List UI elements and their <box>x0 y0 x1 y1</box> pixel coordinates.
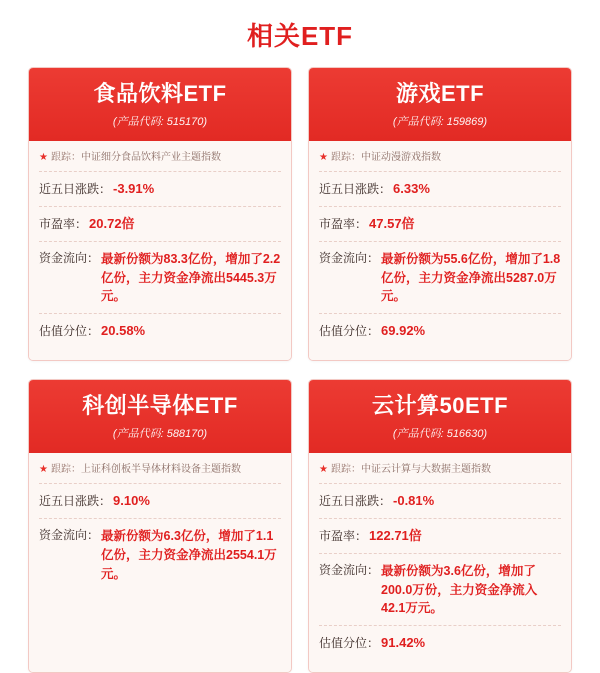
metric-five-day <box>39 172 281 207</box>
track-label: 跟踪： <box>50 464 81 476</box>
etf-product-code: (产品代码: 588170) <box>112 428 208 441</box>
track-label: 跟踪： <box>50 152 81 164</box>
metric-valuation <box>39 314 281 348</box>
etf-card[interactable] <box>28 379 292 673</box>
etf-product-code: (产品代码: 159869) <box>392 116 488 129</box>
track-value: 中证细分食品饮料产业主题指数 <box>80 152 221 164</box>
five-day-value: -0.81% <box>393 493 435 509</box>
valuation-label: 估值分位： <box>39 324 100 339</box>
fund-flow-value: 最新份额为55.6亿份，增加了1.8亿份，主力资金净流出5287.0万元。 <box>381 251 561 304</box>
etf-card-grid <box>0 67 600 673</box>
fund-flow-value: 最新份额为83.3亿份，增加了2.2亿份，主力资金净流出5445.3万元。 <box>101 251 281 304</box>
metric-fund-flow <box>39 519 281 590</box>
valuation-value: 69.92% <box>381 323 426 339</box>
five-day-label: 近五日涨跌： <box>39 494 112 509</box>
pe-value: 122.71倍 <box>369 528 422 543</box>
star-icon: ★ <box>39 464 48 476</box>
etf-card-body <box>29 141 291 360</box>
metric-five-day <box>39 484 281 519</box>
etf-track-row <box>39 463 281 484</box>
star-icon: ★ <box>39 152 48 164</box>
metric-pe <box>39 207 281 242</box>
pe-label: 市盈率： <box>319 217 368 232</box>
etf-card[interactable] <box>308 67 572 361</box>
etf-card-header <box>309 68 571 141</box>
track-value: 中证动漫游戏指数 <box>360 152 441 164</box>
pe-value: 47.57倍 <box>369 216 415 232</box>
metric-fund-flow <box>319 554 561 626</box>
etf-name: 游戏ETF <box>395 81 485 106</box>
metric-valuation <box>319 626 561 660</box>
five-day-value: -3.91% <box>113 181 155 197</box>
fund-flow-label: 资金流向： <box>319 562 380 577</box>
track-value: 上证科创板半导体材料设备主题指数 <box>80 464 241 476</box>
etf-name: 云计算50ETF <box>371 392 509 418</box>
metric-valuation <box>319 314 561 348</box>
five-day-value: 9.10% <box>113 493 150 509</box>
track-label: 跟踪： <box>330 152 361 164</box>
etf-card[interactable] <box>28 67 292 361</box>
track-label: 跟踪： <box>330 464 361 476</box>
page-title: 相关ETF <box>246 21 354 51</box>
etf-card-header <box>309 380 571 453</box>
metric-fund-flow <box>39 242 281 314</box>
etf-card-body <box>309 141 571 360</box>
fund-flow-value: 最新份额为3.6亿份，增加了200.0万份，主力资金净流入42.1万元。 <box>381 563 538 616</box>
etf-card-header <box>29 380 291 453</box>
etf-name: 食品饮料ETF <box>93 81 227 106</box>
star-icon: ★ <box>319 464 328 476</box>
metric-fund-flow <box>319 242 561 314</box>
etf-product-code: (产品代码: 515170) <box>112 116 208 129</box>
etf-track-row <box>319 463 561 484</box>
valuation-label: 估值分位： <box>319 324 380 339</box>
five-day-value: 6.33% <box>393 181 430 197</box>
fund-flow-value: 最新份额为6.3亿份，增加了1.1亿份，主力资金净流出2554.1万元。 <box>101 529 277 581</box>
five-day-label: 近五日涨跌： <box>39 182 112 197</box>
etf-card-header <box>29 68 291 141</box>
metric-pe <box>319 207 561 242</box>
etf-product-code: (产品代码: 516630) <box>392 428 488 441</box>
pe-label: 市盈率： <box>39 217 88 232</box>
star-icon: ★ <box>319 152 328 164</box>
metric-five-day <box>319 484 561 519</box>
metric-five-day <box>319 172 561 207</box>
etf-card[interactable] <box>308 379 572 673</box>
etf-track-row <box>39 151 281 172</box>
valuation-value: 20.58% <box>101 323 146 339</box>
etf-card-body <box>29 453 291 672</box>
track-value: 中证云计算与大数据主题指数 <box>360 464 491 476</box>
fund-flow-label: 资金流向： <box>39 250 100 265</box>
fund-flow-label: 资金流向： <box>39 528 100 542</box>
valuation-value: 91.42% <box>381 635 426 651</box>
metric-pe <box>319 519 561 554</box>
etf-name: 科创半导体ETF <box>82 392 238 418</box>
fund-flow-label: 资金流向： <box>319 250 380 265</box>
valuation-label: 估值分位： <box>319 636 380 651</box>
etf-card-body <box>309 453 571 672</box>
five-day-label: 近五日涨跌： <box>319 494 392 509</box>
etf-track-row <box>319 151 561 172</box>
five-day-label: 近五日涨跌： <box>319 182 392 197</box>
pe-value: 20.72倍 <box>89 216 135 232</box>
pe-label: 市盈率： <box>319 529 368 543</box>
